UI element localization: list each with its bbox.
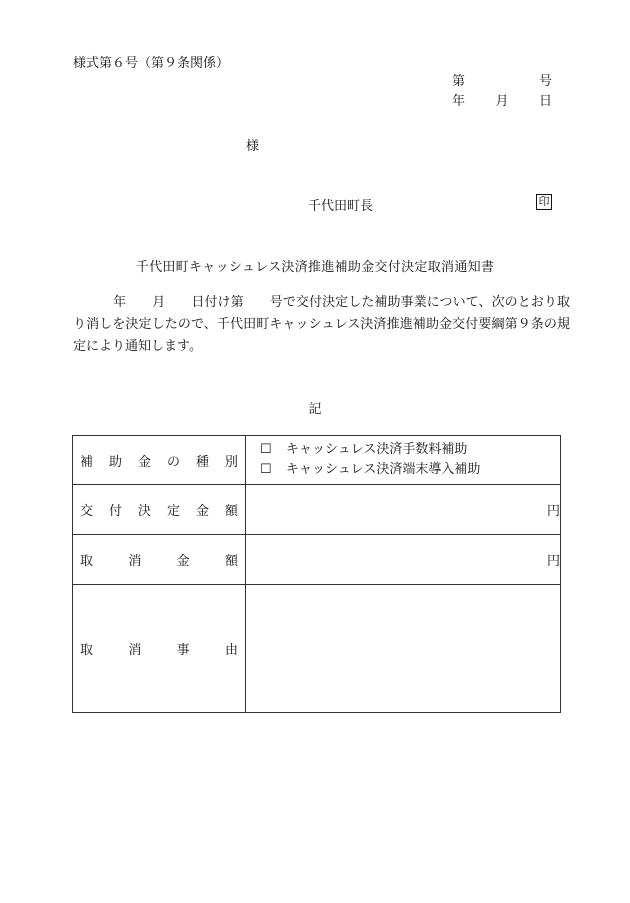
subsidy-type-label <box>73 436 246 485</box>
grant-amount-field[interactable] <box>246 485 561 535</box>
table-row <box>73 436 561 485</box>
seal-mark: 印 <box>536 194 552 210</box>
cancel-reason-field[interactable] <box>246 585 561 713</box>
body-day-ref: 日付け第 <box>191 295 244 310</box>
details-table <box>72 435 561 713</box>
checkbox-icon[interactable]: ☐ <box>260 462 272 477</box>
subsidy-option-label: キャッシュレス決済端末導入補助 <box>286 462 481 477</box>
ki-heading: 記 <box>308 402 322 417</box>
subsidy-type-options <box>246 436 561 485</box>
date-day: 日 <box>538 94 552 109</box>
body-year: 年 <box>113 295 127 310</box>
cancel-reason-label <box>73 585 246 713</box>
checkbox-icon[interactable]: ☐ <box>260 442 272 457</box>
subsidy-option-terminal[interactable] <box>246 460 560 480</box>
document-title: 千代田町キャッシュレス決済推進補助金交付決定取消通知書 <box>135 260 495 275</box>
body-month: 月 <box>152 295 166 310</box>
issue-date <box>452 92 552 112</box>
table-row <box>73 485 561 535</box>
cancel-amount-field[interactable] <box>246 535 561 585</box>
body-text: 号で交付決定した補助事業について、次のとおり取り消しを決定したので、千代田町キャッシュレス決済推進補助金交付要綱第９条の規定により通知します。 <box>73 295 570 354</box>
label-chars: 補 助 金 の 種 別 <box>80 454 238 470</box>
addressee-suffix: 様 <box>246 139 260 154</box>
document-number <box>452 72 552 92</box>
date-month: 月 <box>495 94 509 109</box>
document-number-suffix: 号 <box>538 74 552 89</box>
label-chars: 交 付 決 定 金 額 <box>80 504 238 519</box>
label-chars: 取 消 事 由 <box>80 643 238 658</box>
subsidy-option-label: キャッシュレス決済手数料補助 <box>286 442 468 457</box>
date-year: 年 <box>452 94 466 109</box>
table-row <box>73 535 561 585</box>
cancel-amount-label <box>73 535 246 585</box>
label-chars: 取 消 金 額 <box>80 554 238 569</box>
subsidy-option-fee[interactable] <box>246 440 560 460</box>
grant-amount-label <box>73 485 246 535</box>
body-paragraph <box>73 292 570 358</box>
yen-unit: 円 <box>546 504 560 519</box>
issuer-name: 千代田町長 <box>308 199 374 214</box>
table-row <box>73 585 561 713</box>
document-number-prefix: 第 <box>452 74 466 89</box>
form-number: 様式第６号（第９条関係） <box>73 56 230 71</box>
document-number-block <box>452 72 552 112</box>
yen-unit: 円 <box>546 554 560 569</box>
